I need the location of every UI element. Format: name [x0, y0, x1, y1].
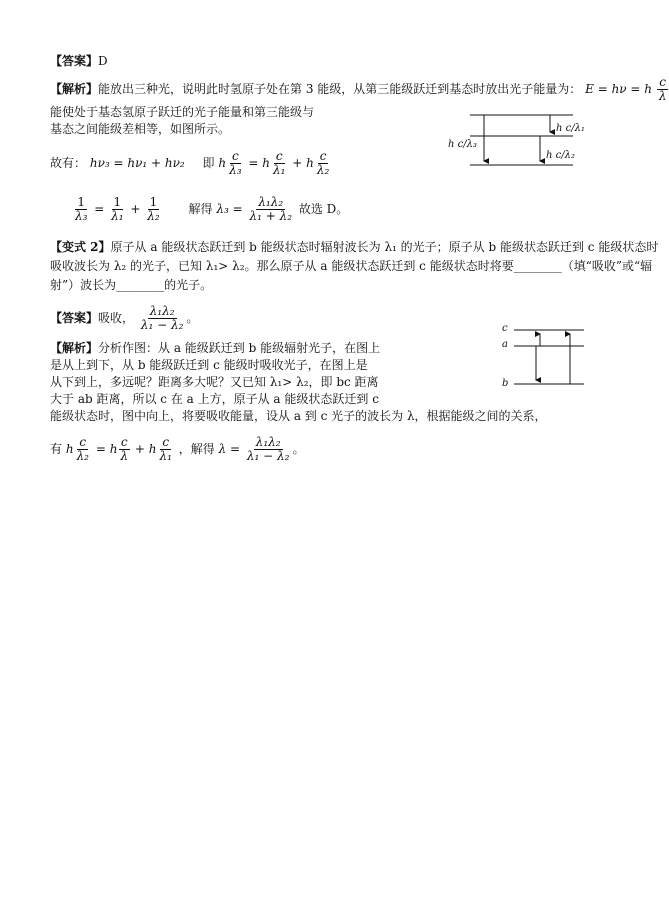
energy-formula: E = hν = h: [585, 82, 653, 96]
level-b-label: b: [502, 378, 509, 389]
analysis-1-line-2: 能使处于基态氢原子跃迁的光子能量和第三能级与: [50, 105, 315, 119]
label-h-c-lambda1: h c/λ₁: [556, 123, 585, 134]
label-h-c-lambda3: h c/λ₃: [448, 139, 477, 150]
analysis-1-line-3: 基态之间能级差相等，如图所示。: [50, 122, 231, 136]
answer-value: D: [98, 54, 108, 68]
variant-2-line-3: 射”）波长为________的光子。: [50, 278, 213, 292]
fraction-c-over-lambda: $\frac{c}{\lambda}$: [658, 75, 667, 103]
equation-nu: hν₃ = hν₁ + hν₂: [89, 156, 185, 170]
energy-level-diagram-1: [448, 103, 598, 183]
answer-label: 【答案】: [50, 54, 99, 68]
analysis-2-line-2: 是从上到下，从 b 能级跃迁到 c 能级时吸收光子，在图上是: [50, 358, 368, 372]
analysis-2-line-1: 【解析】分析作图：从 a 能级跃迁到 b 能级辐射光子，在图上: [50, 341, 381, 355]
variant-label: 【变式 2】: [50, 240, 111, 254]
answer-2: 【答案】吸收， $\frac{\text{λ₁λ₂}}{\text{λ₁ − λ₂}}$ 。: [50, 304, 199, 332]
variant-2-line-2: 吸收波长为 λ₂ 的光子，已知 λ₁> λ₂。那么原子从 a 能级状态跃迁到 c 能级状态时将要________（填“吸收”或“辐: [50, 259, 653, 273]
analysis-2-line-5: 能级状态时，图中向上，将要吸收能量，设从 a 到 c 光子的波长为 λ，根据能级之间的关系，: [50, 409, 547, 423]
analysis-2-equation: 有 h $\frac{c}{\text{λ₂}}$ = h $\frac{c}{\lambda}$ + h $\frac{c}{\text{λ₁}}$ ，解得 λ = $\frac{\text{λ₁λ₂}}{\text{λ₁ − λ₂}}$ 。: [50, 435, 305, 463]
answer-1: [50, 53, 108, 69]
variant-2-line-1: 【变式 2】原子从 a 能级状态跃迁到 b 能级状态时辐射波长为 λ₁ 的光子；原子从 b 能级状态跃迁到 c 能级状态时: [50, 240, 659, 254]
analysis-2-line-4: 大于 ab 距离，所以 c 在 a 上方，原子从 a 能级状态跃迁到 c: [50, 392, 379, 406]
level-a-label: a: [502, 339, 508, 350]
analysis-label: 【解析】: [50, 82, 99, 96]
level-c-label: c: [502, 323, 508, 334]
equation-line-1: 故有： hν₃ = hν₁ + hν₂ 即 h $\frac{c}{\text{λ₃}}$ = h $\frac{c}{\text{λ₁}}$ + h $\frac{c}{\text{λ₂}}$: [50, 149, 330, 177]
label-h-c-lambda2: h c/λ₂: [546, 150, 575, 161]
equation-line-2: $\frac{1}{\text{λ₃}}$ = $\frac{1}{\text{λ₁}}$ + $\frac{1}{\text{λ₂}}$ 解得 λ₃ = $\frac{\text{λ₁λ₂}}{\text{λ₁ + λ₂}}$ 故选 D。: [75, 195, 349, 223]
answer-fraction: $\frac{\text{λ₁λ₂}}{\text{λ₁ − λ₂}}$: [140, 304, 184, 332]
analysis-2-line-3: 从下到上，多远呢？距离多大呢？又已知 λ₁> λ₂，即 bc 距离: [50, 375, 379, 389]
analysis-1-line-1: 【解析】能放出三种光，说明此时氢原子处在第 3 能级，从第三能级跃迁到基态时放出光子能量为： E = hν = h $\frac{c}{\lambda}$: [50, 75, 667, 103]
energy-level-diagram-2: [500, 322, 600, 392]
